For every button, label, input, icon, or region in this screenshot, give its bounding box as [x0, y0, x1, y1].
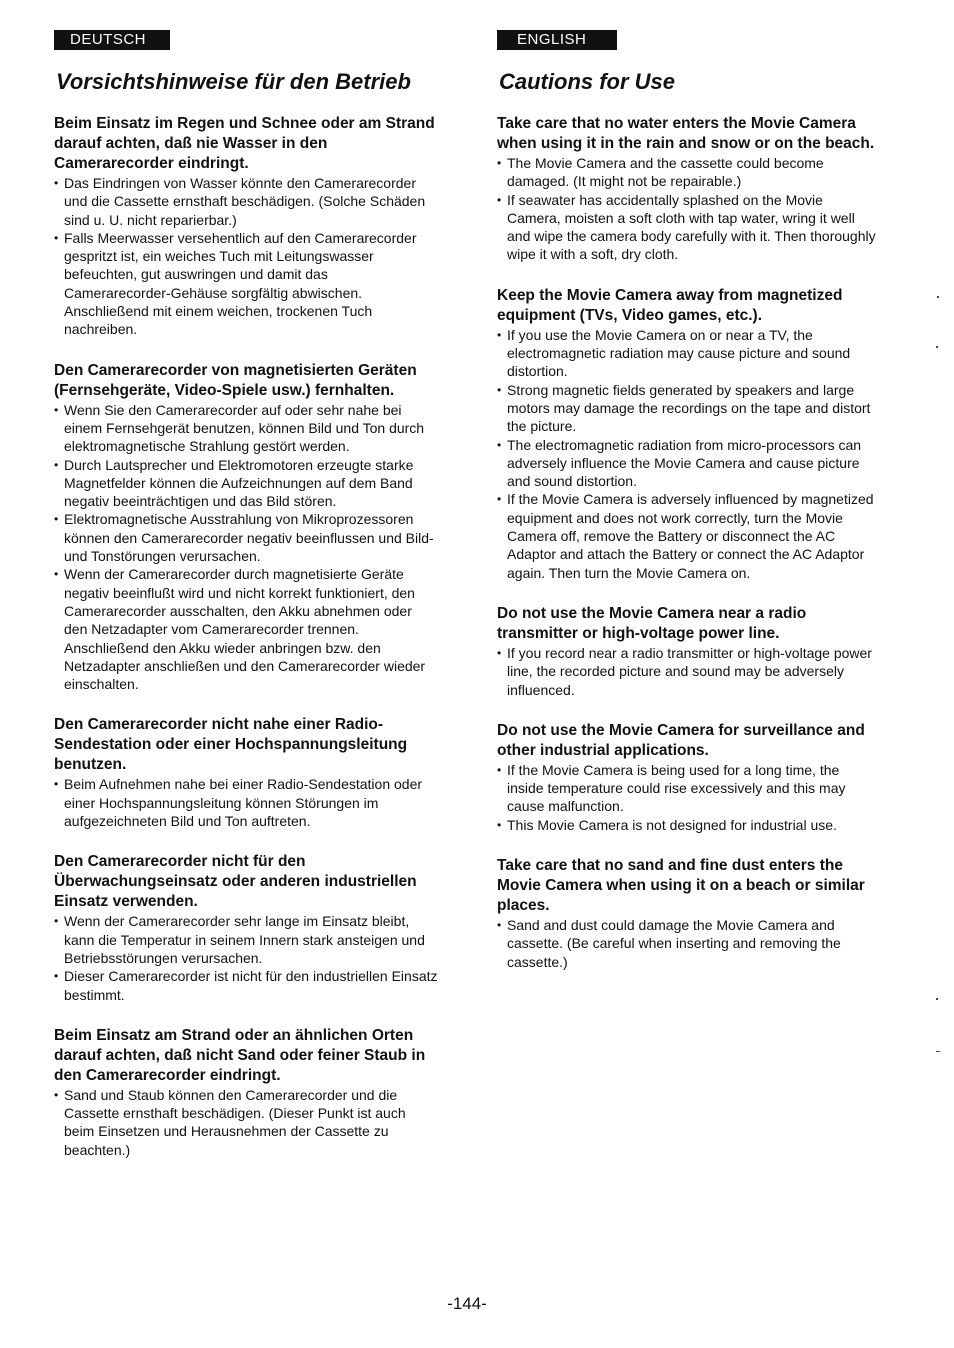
english-title: Cautions for Use	[499, 69, 676, 94]
bullet-item: • Sand und Staub können den Camerarecorder und die Cassette ernsthaft beschädigen. (Dieser Punkt ist auch beim Einsetzen und Herausnehmen der Cassette zu beachten.)	[54, 1086, 438, 1159]
bullet-list	[54, 1086, 438, 1159]
bullet-list	[497, 761, 877, 834]
section-heading: Den Camerarecorder von magnetisierten Geräten (Fernsehgeräte, Video-Spiele usw.) fernhalten.	[54, 361, 417, 399]
bullet-item: • If the Movie Camera is adversely influenced by magnetized equipment and does not work correctly, turn the Movie Camera off, remove the Battery or disconnect the AC Adaptor and attach the Battery or connect the AC Adaptor again. Then turn the Movie Camera on.	[497, 490, 877, 581]
section-heading: Keep the Movie Camera away from magnetized equipment (TVs, Video games, etc.).	[497, 286, 843, 324]
bullet-item: • Wenn Sie den Camerarecorder auf oder sehr nahe bei einem Fernsehgerät benutzen, können Bild und Ton durch elektromagnetische Strahlung gestört werden.	[54, 401, 438, 456]
english-sections	[497, 114, 877, 971]
bullet-item: • If seawater has accidentally splashed on the Movie Camera, moisten a soft cloth with tap water, wring it well and wipe the camera body carefully with it. Then thoroughly wipe it with a soft, dry cloth.	[497, 191, 877, 264]
language-tab-english: ENGLISH	[497, 30, 617, 50]
bullet-list	[54, 401, 438, 694]
bullet-item: • If the Movie Camera is being used for a long time, the inside temperature could rise excessively and this may cause malfunction.	[497, 761, 877, 816]
bullet-item: • The electromagnetic radiation from micro-processors can adversely influence the Movie Camera and cause picture and sound distortion.	[497, 436, 877, 491]
bullet-item: • Das Eindringen von Wasser könnte den Camerarecorder und die Cassette ernsthaft beschädigen. (Solche Schäden sind u. U. nicht reparierbar.)	[54, 174, 438, 229]
bullet-item: • Wenn der Camerarecorder sehr lange im Einsatz bleibt, kann die Temperatur in seinem Innern stark ansteigen und Betriebsstörungen verursachen.	[54, 912, 438, 967]
scan-speck	[936, 1051, 940, 1052]
page-number: -144-	[447, 1294, 487, 1313]
german-title: Vorsichtshinweise für den Betrieb	[56, 69, 411, 94]
caution-section	[497, 114, 877, 264]
bullet-item: • The Movie Camera and the cassette could become damaged. (It might not be repairable.)	[497, 154, 877, 191]
bullet-item: • Durch Lautsprecher und Elektromotoren erzeugte starke Magnetfelder können die Aufzeichnungen auf dem Band negativ beeinträchtigen und das Bild stören.	[54, 456, 438, 511]
section-heading: Do not use the Movie Camera near a radio transmitter or high-voltage power line.	[497, 604, 807, 642]
caution-section	[54, 715, 438, 830]
scan-speck	[937, 296, 939, 298]
section-heading: Den Camerarecorder nicht nahe einer Radio-Sendestation oder einer Hochspannungsleitung benutzen.	[54, 716, 408, 774]
bullet-item: • Strong magnetic fields generated by speakers and large motors may damage the recordings on the tape and distort the picture.	[497, 381, 877, 436]
bullet-list	[497, 154, 877, 264]
caution-section	[497, 856, 877, 971]
caution-section	[54, 852, 438, 1003]
german-column	[54, 30, 438, 1159]
caution-section	[54, 361, 438, 694]
bullet-list	[497, 644, 877, 699]
section-heading: Take care that no sand and fine dust enters the Movie Camera when using it on a beach or similar places.	[497, 857, 865, 915]
bullet-item: • This Movie Camera is not designed for industrial use.	[497, 816, 877, 834]
bullet-item: • Sand and dust could damage the Movie Camera and cassette. (Be careful when inserting and removing the cassette.)	[497, 916, 877, 971]
section-heading: Den Camerarecorder nicht für den Überwachungseinsatz oder anderen industriellen Einsatz verwenden.	[54, 853, 417, 911]
section-heading: Beim Einsatz am Strand oder an ähnlichen Orten darauf achten, daß nicht Sand oder feiner Staub in den Camerarecorder eindringt.	[54, 1026, 426, 1084]
bullet-list	[54, 174, 438, 339]
bullet-list	[54, 775, 438, 830]
bullet-item: • Wenn der Camerarecorder durch magnetisierte Geräte negativ beeinflußt wird und nicht korrekt funktioniert, den Camerarecorder ausschalten, den Akku abnehmen oder den Netzadapter vom Camerarecorder trennen. Anschließend den Akku wieder anbringen bzw. den Netzadapter anschließen und den Camerarecorder wieder einschalten.	[54, 565, 438, 693]
caution-section	[54, 114, 438, 339]
bullet-list	[54, 912, 438, 1003]
bullet-item: • Elektromagnetische Ausstrahlung von Mikroprozessoren können den Camerarecorder negativ beeinflussen und Bild- und Tonstörungen verursachen.	[54, 510, 438, 565]
english-column	[497, 30, 877, 971]
scan-speck	[936, 346, 938, 348]
bullet-list	[497, 326, 877, 582]
bullet-item: • If you use the Movie Camera on or near a TV, the electromagnetic radiation may cause picture and sound distortion.	[497, 326, 877, 381]
section-heading: Take care that no water enters the Movie Camera when using it in the rain and snow or on the beach.	[497, 115, 875, 152]
caution-section	[497, 286, 877, 582]
bullet-item: • If you record near a radio transmitter or high-voltage power line, the recorded picture and sound may be adversely influenced.	[497, 644, 877, 699]
bullet-item: • Dieser Camerarecorder ist nicht für den industriellen Einsatz bestimmt.	[54, 967, 438, 1004]
section-heading: Beim Einsatz im Regen und Schnee oder am Strand darauf achten, daß nie Wasser in den Camerarecorder eindringt.	[54, 115, 435, 172]
bullet-item: • Falls Meerwasser versehentlich auf den Camerarecorder gespritzt ist, ein weiches Tuch mit Leitungswasser befeuchten, gut auswringen und damit das Camerarecorder-Gehäuse sorgfältig abwischen. Anschließend mit einem weichen, trockenen Tuch nachreiben.	[54, 229, 438, 339]
bullet-item: • Beim Aufnehmen nahe bei einer Radio-Sendestation oder einer Hochspannungsleitung können Störungen im aufgezeichneten Bild und Ton auftreten.	[54, 775, 438, 830]
scan-speck	[936, 998, 938, 1000]
section-heading: Do not use the Movie Camera for surveillance and other industrial applications.	[497, 721, 865, 759]
caution-section	[54, 1026, 438, 1159]
caution-section	[497, 721, 877, 834]
language-tab-deutsch: DEUTSCH	[54, 30, 170, 50]
caution-section	[497, 604, 877, 699]
german-sections	[54, 114, 438, 1159]
bullet-list	[497, 916, 877, 971]
